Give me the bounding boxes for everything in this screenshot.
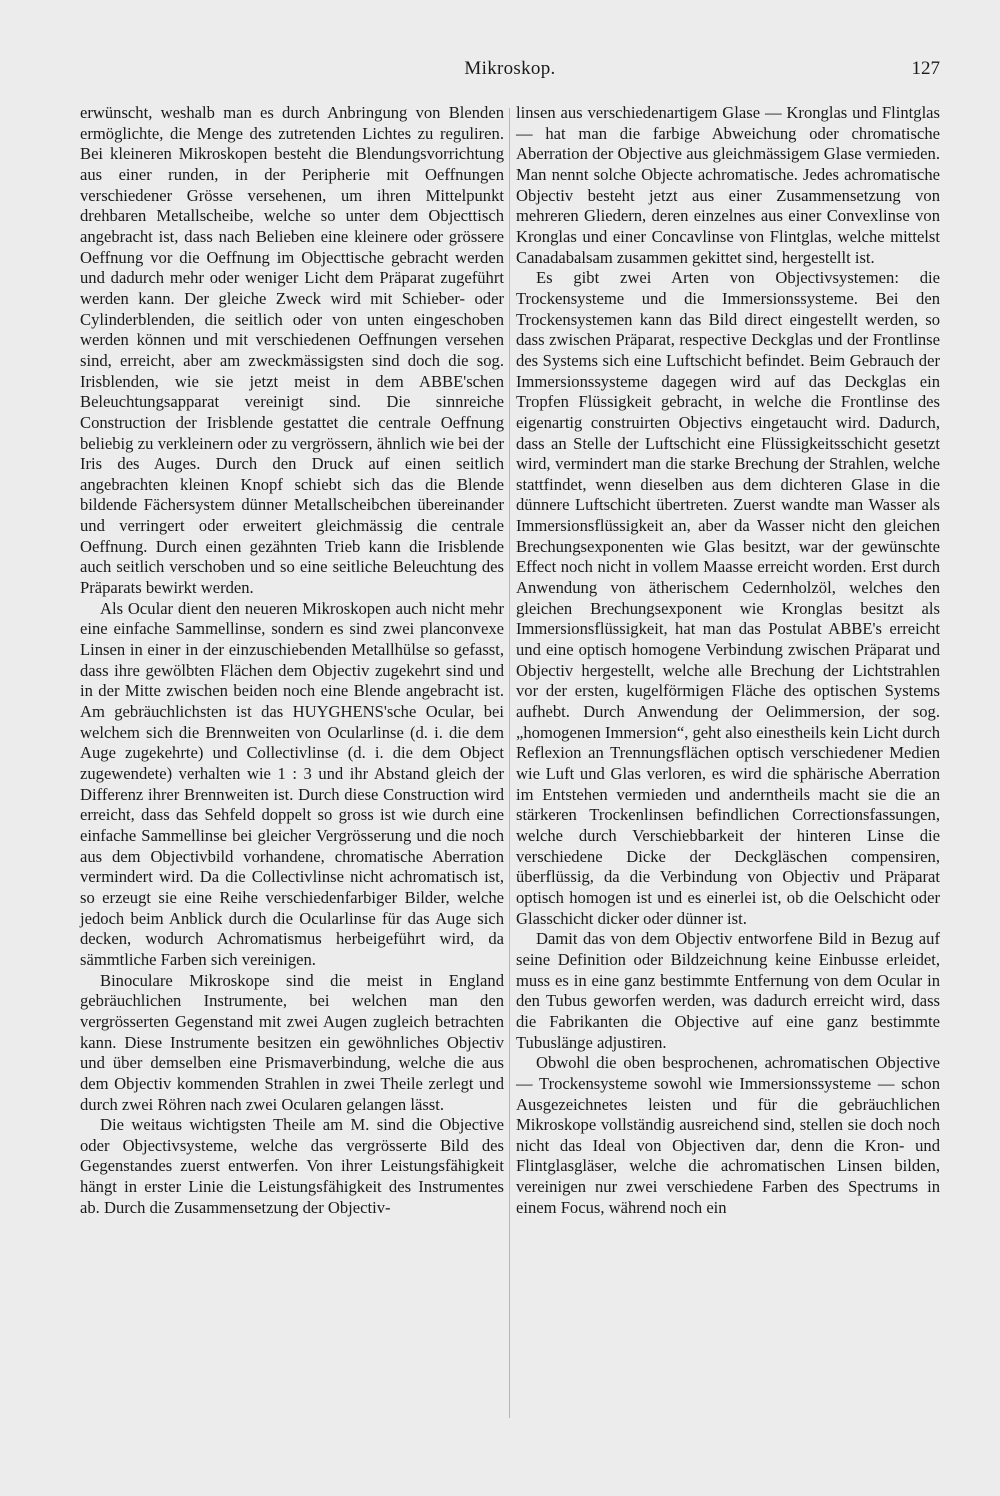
paragraph: Damit das von dem Objectiv entworfene Bild in Bezug auf seine Definition oder Bildzeichnung keine Einbusse erleidet, muss es in eine ganz bestimmte Entfernung von dem Ocular in den Tubus geworfen werden, was dadurch erreicht wird, dass die Fabrikanten die Objective auf eine ganz bestimmte Tubuslänge adjustiren. (516, 929, 940, 1052)
column-divider (509, 108, 510, 1418)
left-column (80, 103, 504, 1218)
running-title: Mikroskop. (464, 58, 556, 79)
paragraph: Binoculare Mikroskope sind die meist in England gebräuchlichen Instrumente, bei welchen man den vergrösserten Gegenstand mit zwei Augen zugleich betrachten kann. Diese Instrumente besitzen ein gewöhnliches Objectiv und über demselben eine Prismaverbindung, welche die aus dem Objectiv kommenden Strahlen in zwei Theile zerlegt und durch zwei Röhren nach zwei Ocularen gelangen lässt. (80, 970, 504, 1114)
paragraph: Als Ocular dient den neueren Mikroskopen auch nicht mehr eine einfache Sammellinse, sondern es sind zwei planconvexe Linsen in einer in der einzuschiebenden Metallhülse so gefasst, dass ihre gewölbten Flächen dem Objectiv zugekehrt sind und in der Mitte zwischen beiden noch eine Blende angebracht ist. Am gebräuchlichsten ist das HUYGHENS'sche Ocular, bei welchem sich die Brennweiten von Ocularlinse (d. i. die dem Auge zugekehrte) und Collectivlinse (d. i. die dem Object zugewendete) verhalten wie 1 : 3 und ihr Abstand gleich der Differenz ihrer Brennweiten ist. Durch diese Construction wird erreicht, dass das Sehfeld doppelt so gross ist wie durch eine einfache Sammellinse bei gleicher Vergrösserung und die noch aus dem Objectivbild vorhandene, chromatische Aberration vermindert wird. Da die Collectivlinse nicht achromatisch ist, so erzeugt sie eine Reihe verschiedenfarbiger Bilder, welche jedoch beim Anblick durch die Ocularlinse für das Auge sich decken, wodurch Achromatismus herbeigeführt wird, da sämmtliche Farben sich vereinigen. (80, 598, 504, 969)
right-column (516, 103, 940, 1218)
page-number: 127 (911, 58, 940, 79)
page-header (80, 58, 940, 86)
paragraph: Die weitaus wichtigsten Theile am M. sind die Objective oder Objectivsysteme, welche das vergrösserte Bild des Gegenstandes zuerst entwerfen. Von ihrer Leistungsfähigkeit hängt in erster Linie die Leistungsfähigkeit des Instrumentes ab. Durch die Zusammensetzung der Objectiv- (80, 1115, 504, 1217)
paragraph: Es gibt zwei Arten von Objectivsystemen: die Trockensysteme und die Immersionssysteme. Bei den Trockensystemen kann das Bild direct eingestellt werden, so dass zwischen Präparat, respective Deckglas und der Frontlinse des Systems sich eine Luftschicht befindet. Beim Gebrauch der Immersionssysteme dagegen wird auf das Deckglas ein Tropfen Flüssigkeit gebracht, in welche die Frontlinse des eigenartig construirten Objectivs eingetaucht wird. Dadurch, dass an Stelle der Luftschicht eine Flüssigkeitsschicht gesetzt wird, vermindert man die starke Brechung der Strahlen, welche stattfindet, wenn dieselben aus dem dichteren Glase in die dünnere Luftschicht übertreten. Zuerst wandte man Wasser als Immersionsflüssigkeit an, aber da Wasser nicht den gleichen Brechungsexponenten wie Glas besitzt, war der gewünschte Effect noch nicht in vollem Maasse erreicht worden. Erst durch Anwendung von ätherischem Cedernholzöl, welches den gleichen Brechungsexponent wie Kronglas besitzt als Immersionsflüssigkeit, hat man das Postulat ABBE's erreicht und eine optisch homogene Verbindung zwischen Präparat und Objectiv hergestellt, welche alle Brechung der Lichtstrahlen vor der ersten, kugelförmigen Fläche des optischen Systems aufhebt. Durch Anwendung der Oelimmersion, der sog. „homogenen Immersion“, geht also einestheils kein Licht durch Reflexion an Trennungsflächen optisch verschiedener Medien wie Luft und Glas verloren, es wird die sphärische Aberration im Entstehen vermieden und anderntheils macht sie die an stärkeren Trockenlinsen befindlichen Correctionsfassungen, welche durch Verschiebbarkeit der hinteren Linse die verschiedene Dicke der Deckgläschen compensiren, überflüssig, da die Verbindung von Objectiv und Präparat optisch homogen ist und es einerlei ist, ob die Oelschicht oder Glasschicht dicker oder dünner ist. (516, 268, 940, 928)
paragraph: Obwohl die oben besprochenen, achromatischen Objective — Trockensysteme sowohl wie Immersionssysteme — schon Ausgezeichnetes leisten und für die gebräuchlichen Mikroskope vollständig ausreichend sind, stellen sie doch noch nicht das Ideal von Objectiven dar, denn die Kron- und Flintglasgläser, welche die achromatischen Linsen bilden, vereinigen nur zwei verschiedene Farben des Spectrums in einem Focus, während noch ein (516, 1053, 940, 1217)
paragraph: erwünscht, weshalb man es durch Anbringung von Blenden ermöglichte, die Menge des zutretenden Lichtes zu reguliren. Bei kleineren Mikroskopen besteht die Blendungsvorrichtung aus einer runden, in der Peripherie mit Oeffnungen verschiedener Grösse versehenen, um ihren Mittelpunkt drehbaren Metallscheibe, welche so unter dem Objecttisch angebracht ist, dass nach Belieben eine kleinere oder grössere Oeffnung vor die Oeffnung im Objecttische gebracht werden und dadurch mehr oder weniger Licht dem Präparat zugeführt werden kann. Der gleiche Zweck wird mit Schieber- oder Cylinderblenden, die seitlich oder von unten eingeschoben werden können und mit verschiedenen Oeffnungen versehen sind, erreicht, aber am zweckmässigsten sind doch die sog. Irisblenden, wie sie jetzt meist in dem ABBE'schen Beleuchtungsapparat vereinigt sind. Die sinnreiche Construction der Irisblende gestattet die centrale Oeffnung beliebig zu verkleinern oder zu vergrössern, ähnlich wie bei der Iris des Auges. Durch den Druck auf einen seitlich angebrachten kleinen Knopf schiebt sich das die Blende bildende Fächersystem dünner Metallscheibchen übereinander und verringert oder erweitert gleichmässig die centrale Oeffnung. Durch einen gezähnten Trieb kann die Irisblende auch seitlich verschoben und so eine seitliche Beleuchtung des Präparats bewirkt werden. (80, 103, 504, 598)
paragraph: linsen aus verschiedenartigem Glase — Kronglas und Flintglas — hat man die farbige Abweichung oder chromatische Aberration der Objective aus gleichmässigem Glase vermieden. Man nennt solche Objecte achromatische. Jedes achromatische Objectiv besteht jetzt aus einer Zusammensetzung von mehreren Gliedern, deren einzelnes aus einer Convexlinse von Kronglas und einer Concavlinse von Flintglas, welche mittelst Canadabalsam zusammen gekittet sind, hergestellt ist. (516, 103, 940, 267)
